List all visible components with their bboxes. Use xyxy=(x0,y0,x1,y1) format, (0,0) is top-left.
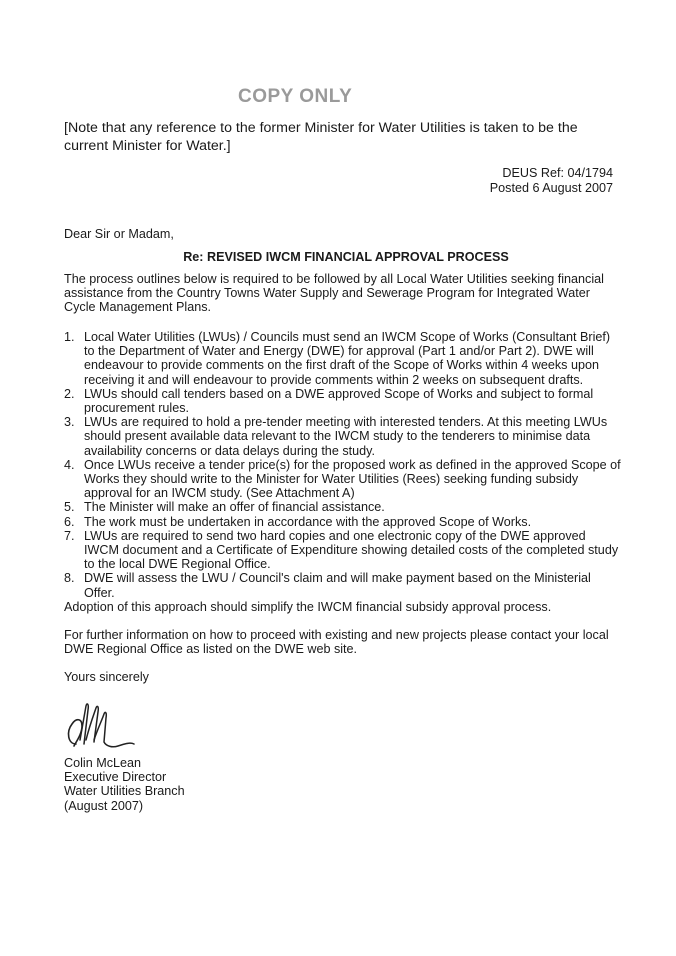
list-item xyxy=(64,515,624,529)
sign-off: Yours sincerely xyxy=(64,670,149,684)
list-item-text: DWE will assess the LWU / Council's claim and will make payment based on the Ministerial Offer. xyxy=(84,571,591,600)
list-item-number: 6. xyxy=(64,514,75,529)
list-item-text: Once LWUs receive a tender price(s) for the proposed work as defined in the approved Scope of Works they should write to the Minister for Water Utilities (Rees) seeking funding subsidy approval for an IWCM study. (See Attachment A) xyxy=(84,457,621,501)
signer-date: (August 2007) xyxy=(64,798,144,813)
note-paragraph: [Note that any reference to the former Minister for Water Utilities is taken to be the current Minister for Water.] xyxy=(64,120,578,154)
list-item-number: 4. xyxy=(64,457,75,472)
signer-block xyxy=(64,756,185,813)
list-item-number: 2. xyxy=(64,386,75,401)
list-item-number: 3. xyxy=(64,415,75,430)
signer-name: Colin McLean xyxy=(64,756,142,770)
list-item-number: 1. xyxy=(64,330,75,344)
posted-date: Posted 6 August 2007 xyxy=(489,180,613,195)
closing-paragraph-contact: For further information on how to proceed with existing and new projects please contact your local DWE Regional Office as listed on the DWE web site. xyxy=(64,628,609,657)
list-item xyxy=(64,458,624,501)
list-item xyxy=(64,571,624,599)
copy-only-stamp: COPY ONLY xyxy=(238,86,353,107)
signer-title: Executive Director xyxy=(64,770,167,785)
list-item xyxy=(64,529,624,572)
signer-branch: Water Utilities Branch xyxy=(64,784,185,799)
process-steps-list xyxy=(64,330,624,600)
intro-paragraph: The process outlines below is required to be followed by all Local Water Utilities seeking financial assistance from the Country Towns Water Supply and Sewerage Program for Integrated Water Cycle Management Plans. xyxy=(64,272,604,315)
handwritten-signature xyxy=(62,700,142,758)
list-item-text: The Minister will make an offer of financial assistance. xyxy=(84,500,385,515)
list-item xyxy=(64,500,624,514)
subject-heading: Re: REVISED IWCM FINANCIAL APPROVAL PROCESS xyxy=(183,250,509,264)
list-item-text: LWUs should call tenders based on a DWE approved Scope of Works and subject to formal procurement rules. xyxy=(84,386,594,416)
list-item-number: 5. xyxy=(64,500,75,515)
salutation: Dear Sir or Madam, xyxy=(64,227,174,241)
list-item-number: 8. xyxy=(64,571,75,586)
list-item-text: Local Water Utilities (LWUs) / Councils must send an IWCM Scope of Works (Consultant Brief) to the Department of Water and Energy (DWE) for approval (Part 1 and/or Part 2). DWE will endeavour to provide comments on the first draft of the Scope of Works within 4 weeks upon receiving it and will endeavour to provide comments within 2 weeks on subsequent drafts. xyxy=(84,330,611,387)
list-item-text: LWUs are required to send two hard copies and one electronic copy of the DWE approved IWCM document and a Certificate of Expenditure showing detailed costs of the completed study to the local DWE Regional Office. xyxy=(84,528,619,572)
list-item xyxy=(64,330,624,387)
list-item-text: The work must be undertaken in accordance with the approved Scope of Works. xyxy=(84,514,532,529)
list-item-number: 7. xyxy=(64,528,75,543)
list-item xyxy=(64,387,624,415)
reference-number: DEUS Ref: 04/1794 xyxy=(502,166,613,180)
closing-paragraph-adoption: Adoption of this approach should simplify the IWCM financial subsidy approval process. xyxy=(64,600,552,614)
reference-block xyxy=(490,166,613,195)
list-item xyxy=(64,415,624,458)
list-item-text: LWUs are required to hold a pre-tender meeting with interested tenders. At this meeting LWUs should present available data relevant to the IWCM study to the tenderers to minimise data availability concerns or data delays during the study. xyxy=(84,415,608,458)
